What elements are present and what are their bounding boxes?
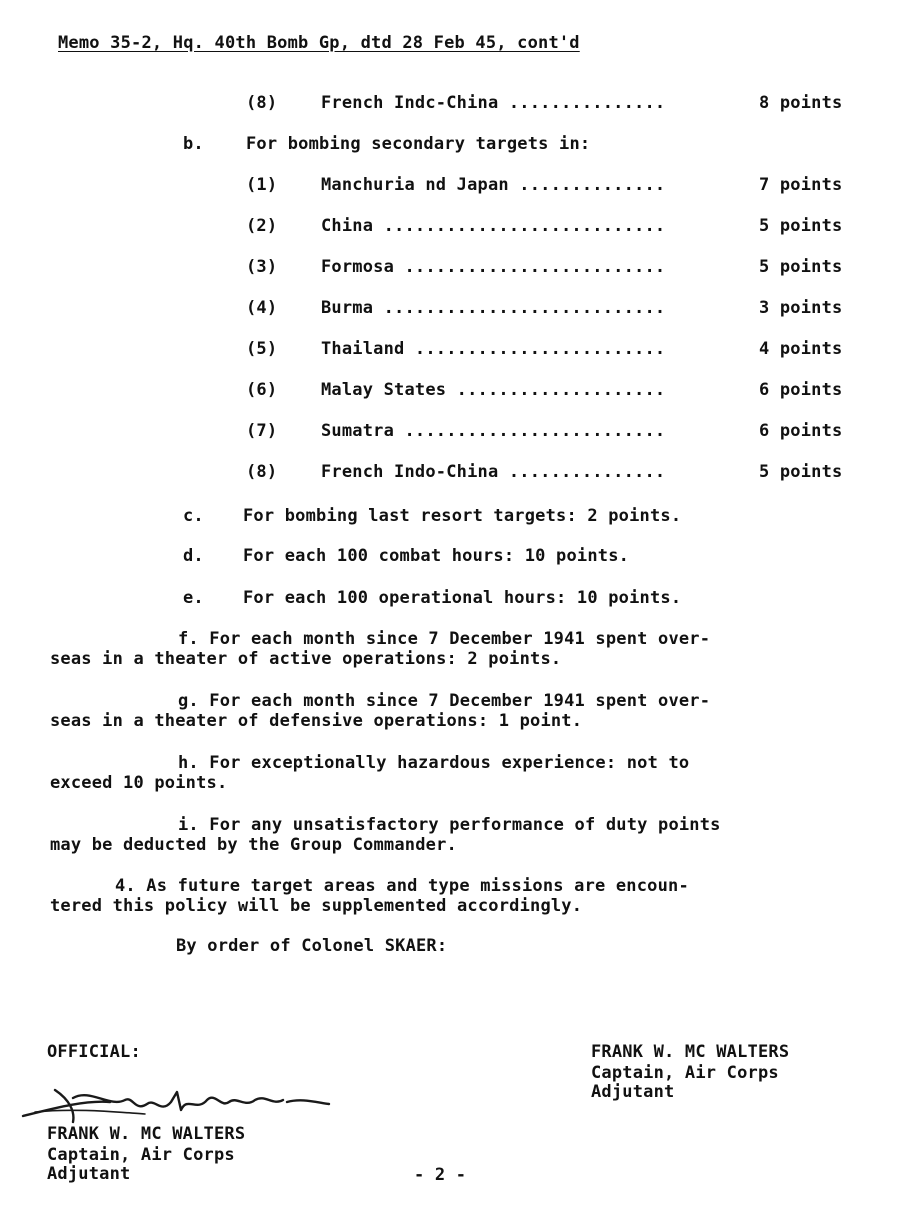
item-number: (1) <box>246 175 278 195</box>
item-points: 3 points <box>759 298 843 318</box>
item-number: (8) <box>246 462 278 482</box>
para-line: h. For exceptionally hazardous experience: not to <box>178 753 690 773</box>
item-label: Malay States .................... <box>321 380 666 400</box>
para-line: 4. As future target areas and type missions are encoun- <box>115 876 689 896</box>
item-label: Burma ........................... <box>321 298 666 318</box>
para-line: g. For each month since 7 December 1941 spent over- <box>178 691 711 711</box>
para-line: may be deducted by the Group Commander. <box>50 835 457 855</box>
para-line: exceed 10 points. <box>50 773 228 793</box>
section-letter: c. <box>183 506 204 526</box>
page-number: - 2 - <box>414 1165 467 1185</box>
item-points: 7 points <box>759 175 843 195</box>
official-label: OFFICIAL: <box>47 1042 141 1062</box>
section-text: For bombing last resort targets: 2 points. <box>243 506 682 526</box>
signer-rank: Captain, Air Corps <box>591 1063 779 1083</box>
item-points: 5 points <box>759 257 843 277</box>
section-letter: d. <box>183 546 204 566</box>
item-label: China ........................... <box>321 216 666 236</box>
para-line: f. For each month since 7 December 1941 spent over- <box>178 629 711 649</box>
item-points: 5 points <box>759 216 843 236</box>
handwritten-signature <box>15 1078 335 1128</box>
para-line: i. For any unsatisfactory performance of duty points <box>178 815 721 835</box>
item-number: (3) <box>246 257 278 277</box>
item-label: Formosa ......................... <box>321 257 666 277</box>
item-number: (2) <box>246 216 278 236</box>
item-number: (5) <box>246 339 278 359</box>
memo-header: Memo 35-2, Hq. 40th Bomb Gp, dtd 28 Feb 45, cont'd <box>58 33 580 53</box>
item-label: Thailand ........................ <box>321 339 666 359</box>
item-points: 4 points <box>759 339 843 359</box>
item-number: (6) <box>246 380 278 400</box>
section-intro: For bombing secondary targets in: <box>246 134 591 154</box>
item-label: French Indc-China ............... <box>321 93 666 113</box>
para-line: seas in a theater of defensive operations: 1 point. <box>50 711 583 731</box>
section-letter: e. <box>183 588 204 608</box>
para-line: seas in a theater of active operations: 2 points. <box>50 649 562 669</box>
item-label: French Indo-China ............... <box>321 462 666 482</box>
signer-title: Adjutant <box>591 1082 675 1102</box>
item-points: 5 points <box>759 462 843 482</box>
signer-title: Adjutant <box>47 1164 131 1184</box>
item-points: 6 points <box>759 380 843 400</box>
signer-name: FRANK W. MC WALTERS <box>47 1124 246 1144</box>
item-points: 6 points <box>759 421 843 441</box>
item-label: Sumatra ......................... <box>321 421 666 441</box>
section-text: For each 100 operational hours: 10 points. <box>243 588 682 608</box>
signer-name: FRANK W. MC WALTERS <box>591 1042 790 1062</box>
section-letter: b. <box>183 134 204 154</box>
section-text: For each 100 combat hours: 10 points. <box>243 546 630 566</box>
para-line: tered this policy will be supplemented accordingly. <box>50 896 583 916</box>
item-number: (8) <box>246 93 278 113</box>
item-number: (4) <box>246 298 278 318</box>
order-line: By order of Colonel SKAER: <box>176 936 448 956</box>
item-points: 8 points <box>759 93 843 113</box>
item-number: (7) <box>246 421 278 441</box>
item-label: Manchuria nd Japan .............. <box>321 175 666 195</box>
signer-rank: Captain, Air Corps <box>47 1145 235 1165</box>
